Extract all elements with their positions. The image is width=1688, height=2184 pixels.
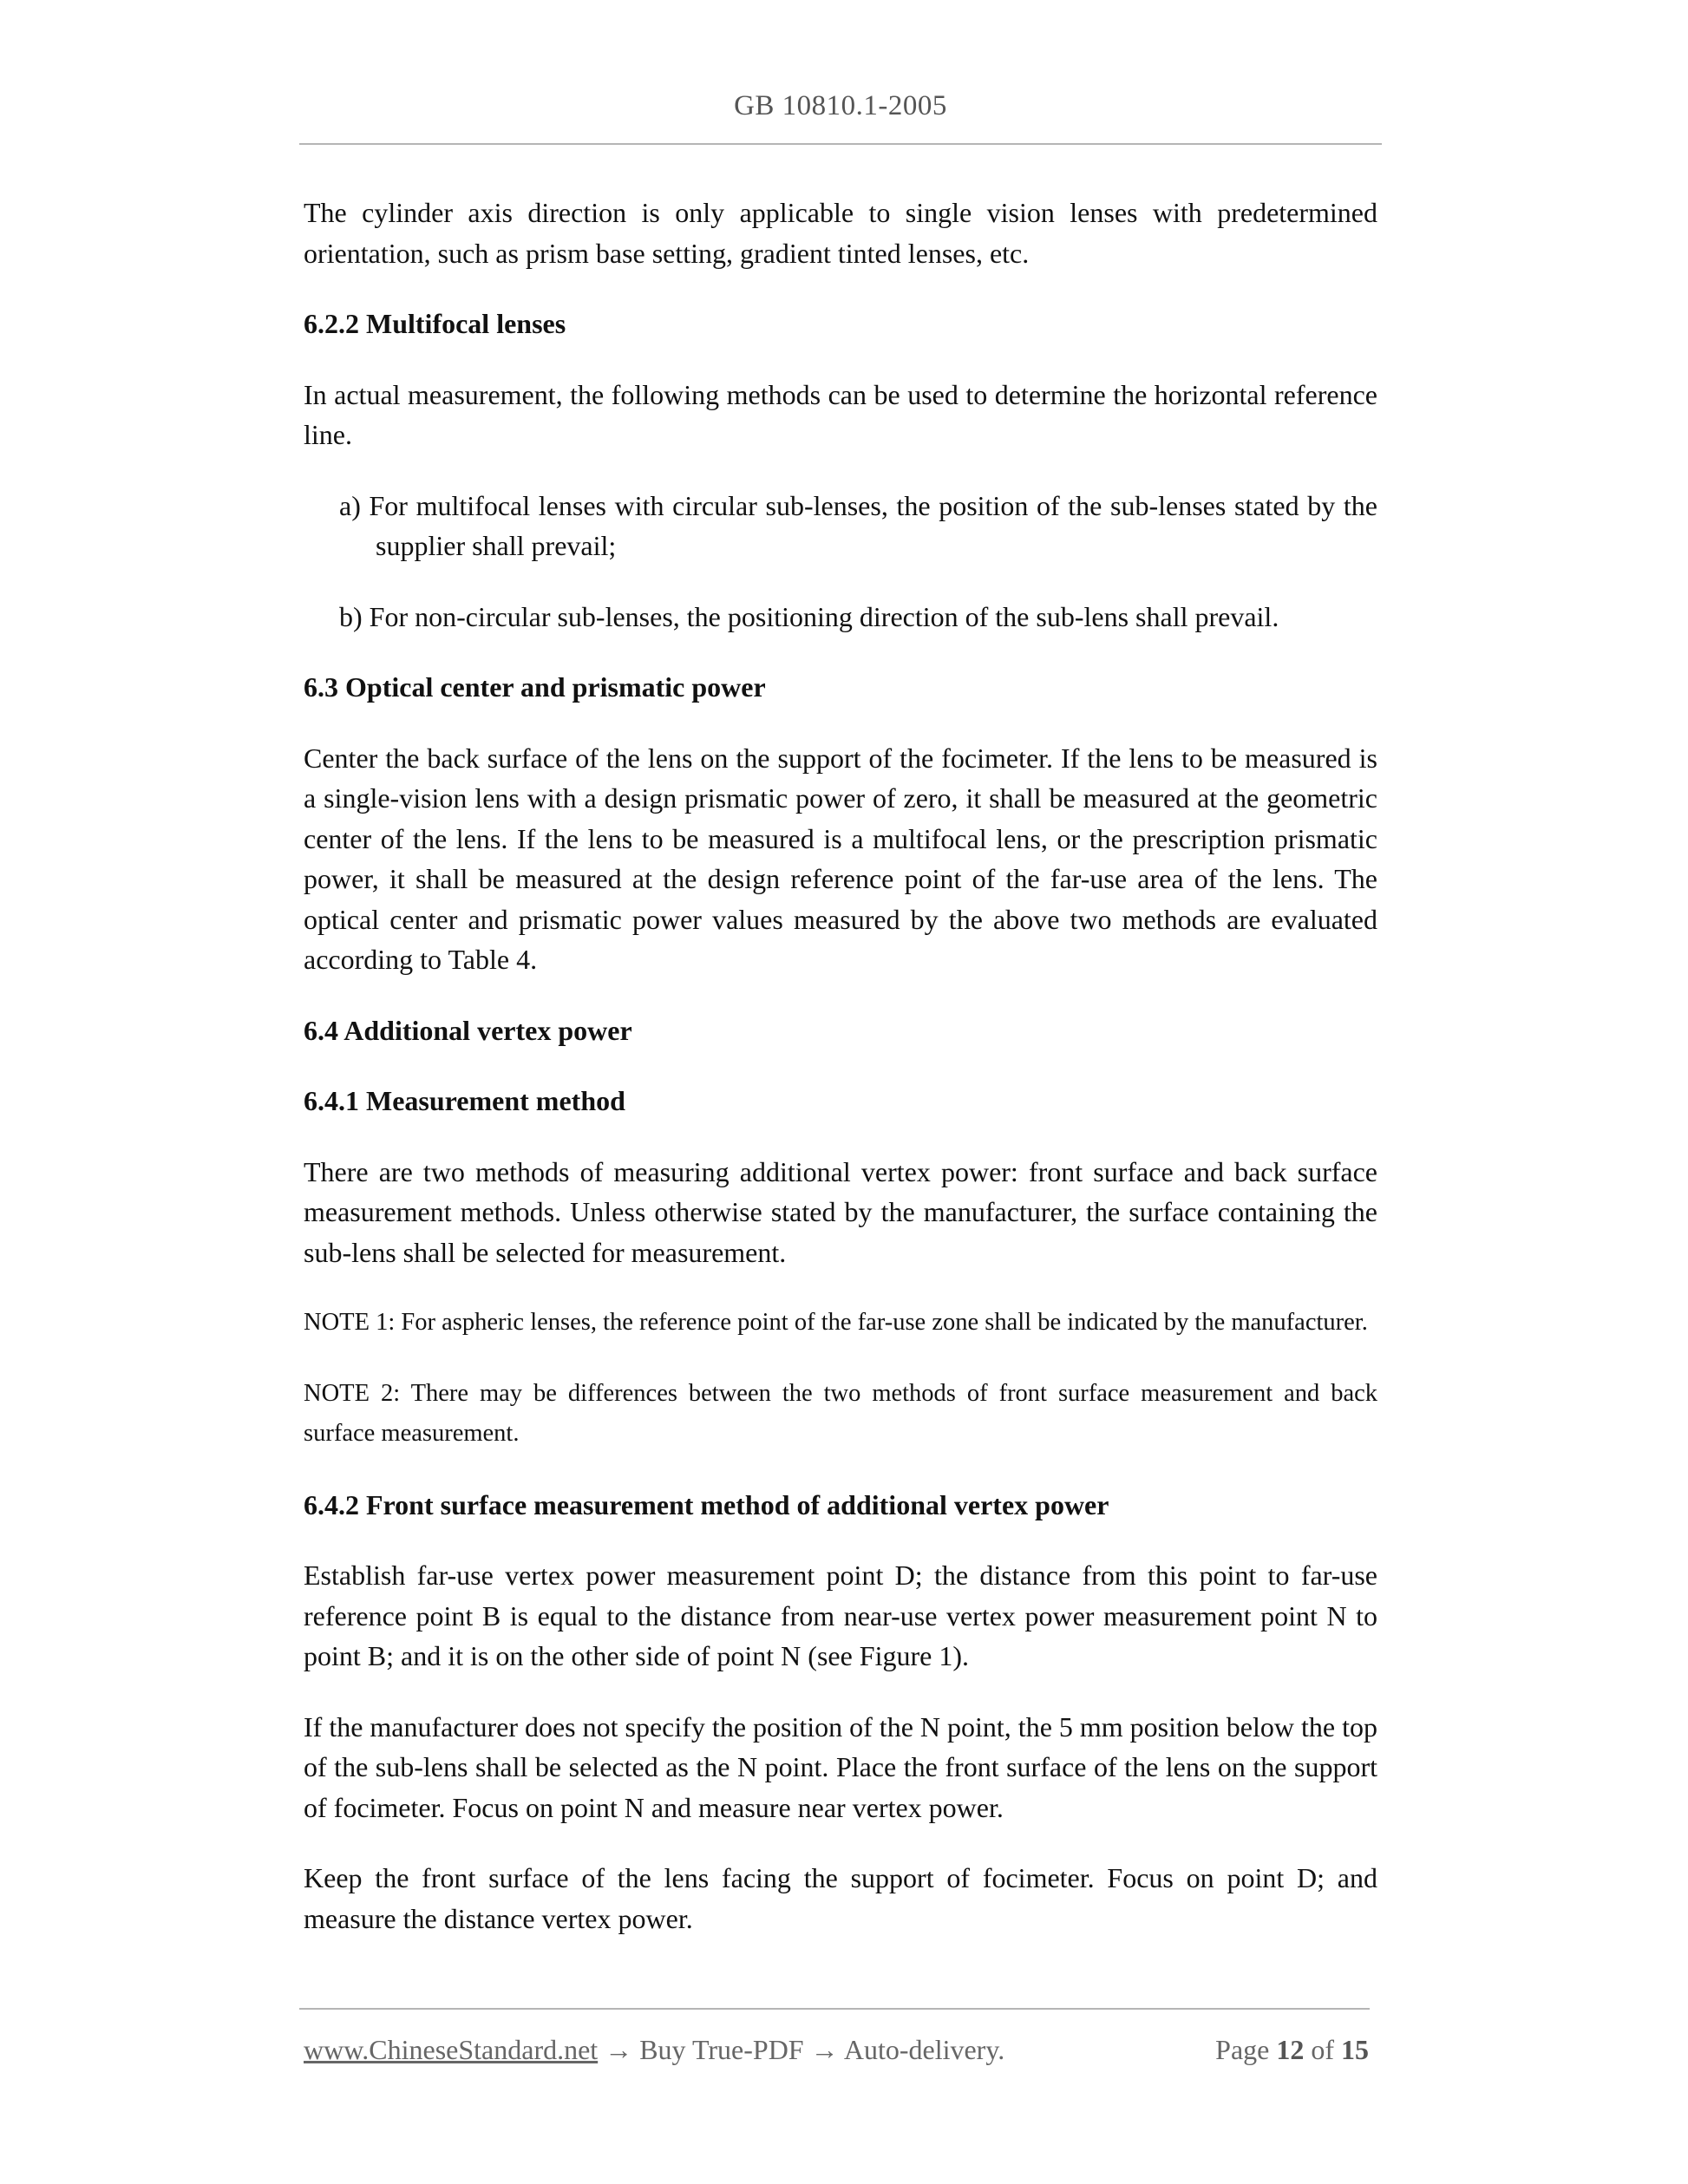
page-label: Page xyxy=(1215,2034,1270,2065)
body-paragraph: There are two methods of measuring additional vertex power: front surface and back surface measurement methods. Unless otherwise stated by the manufacturer, the surface containing the sub-lens shall be selected for measurement. xyxy=(304,1155,1377,1268)
page-number: 12 xyxy=(1276,2034,1305,2065)
page-total: 15 xyxy=(1341,2034,1369,2065)
of-label: of xyxy=(1311,2034,1334,2065)
section-heading: 6.4.2 Front surface measurement method of additional vertex power xyxy=(304,1488,1109,1520)
auto-delivery-text: Auto-delivery. xyxy=(843,2034,1005,2065)
list-item: a) For multifocal lenses with circular sub-lenses, the position of the sub-lenses stated by the supplier shall prevail; xyxy=(339,489,1377,561)
page-header-title: GB 10810.1-2005 xyxy=(734,90,947,121)
document-body xyxy=(304,193,1377,1969)
buy-pdf-text: Buy True-PDF xyxy=(639,2034,804,2065)
body-paragraph: Establish far-use vertex power measurement point D; the distance from this point to far-use reference point B is equal to the distance from near-use vertex power measurement point N to point B; and it is on the other side of point N (see Figure 1). xyxy=(304,1560,1377,1671)
section-heading: 6.3 Optical center and prismatic power xyxy=(304,671,766,703)
body-paragraph: If the manufacturer does not specify the position of the N point, the 5 mm position below the top of the sub-lens shall be selected as the N point. Place the front surface of the lens on the support of focimeter. Focus on point N and measure near vertex power. xyxy=(304,1710,1377,1823)
header-divider xyxy=(299,143,1382,145)
arrow-right-icon: → xyxy=(803,2034,844,2065)
note-paragraph: NOTE 1: For aspheric lenses, the reference point of the far-use zone shall be indicated by the manufacturer. xyxy=(304,1309,1368,1336)
body-paragraph: In actual measurement, the following methods can be used to determine the horizontal reference line. xyxy=(304,378,1377,450)
site-link[interactable]: www.ChineseStandard.net xyxy=(304,2034,599,2065)
arrow-right-icon: → xyxy=(598,2034,640,2065)
page-indicator xyxy=(1215,2030,1369,2070)
body-paragraph: The cylinder axis direction is only applicable to single vision lenses with predetermined orientation, such as prism base setting, gradient tinted lenses, etc. xyxy=(304,197,1377,269)
list-item: b) For non-circular sub-lenses, the positioning direction of the sub-lens shall prevail. xyxy=(339,600,1279,632)
footer-divider xyxy=(299,2008,1370,2010)
body-paragraph: Keep the front surface of the lens facing the support of focimeter. Focus on point D; and measure the distance vertex power. xyxy=(304,1862,1377,1934)
section-heading: 6.2.2 Multifocal lenses xyxy=(304,308,566,339)
footer-links xyxy=(304,2030,1004,2070)
note-paragraph: NOTE 2: There may be differences between the two methods of front surface measurement and back surface measurement. xyxy=(304,1379,1377,1447)
section-heading: 6.4.1 Measurement method xyxy=(304,1085,625,1116)
body-paragraph: Center the back surface of the lens on the support of the focimeter. If the lens to be measured is a single-vision lens with a design prismatic power of zero, it shall be measured at the geometric center of the lens. If the lens to be measured is a multifocal lens, or the prescription prismatic power, it shall be measured at the design reference point of the far-use area of the lens. The optical center and prismatic power values measured by the above two methods are evaluated according to Table 4. xyxy=(304,742,1377,975)
section-heading: 6.4 Additional vertex power xyxy=(304,1014,632,1046)
